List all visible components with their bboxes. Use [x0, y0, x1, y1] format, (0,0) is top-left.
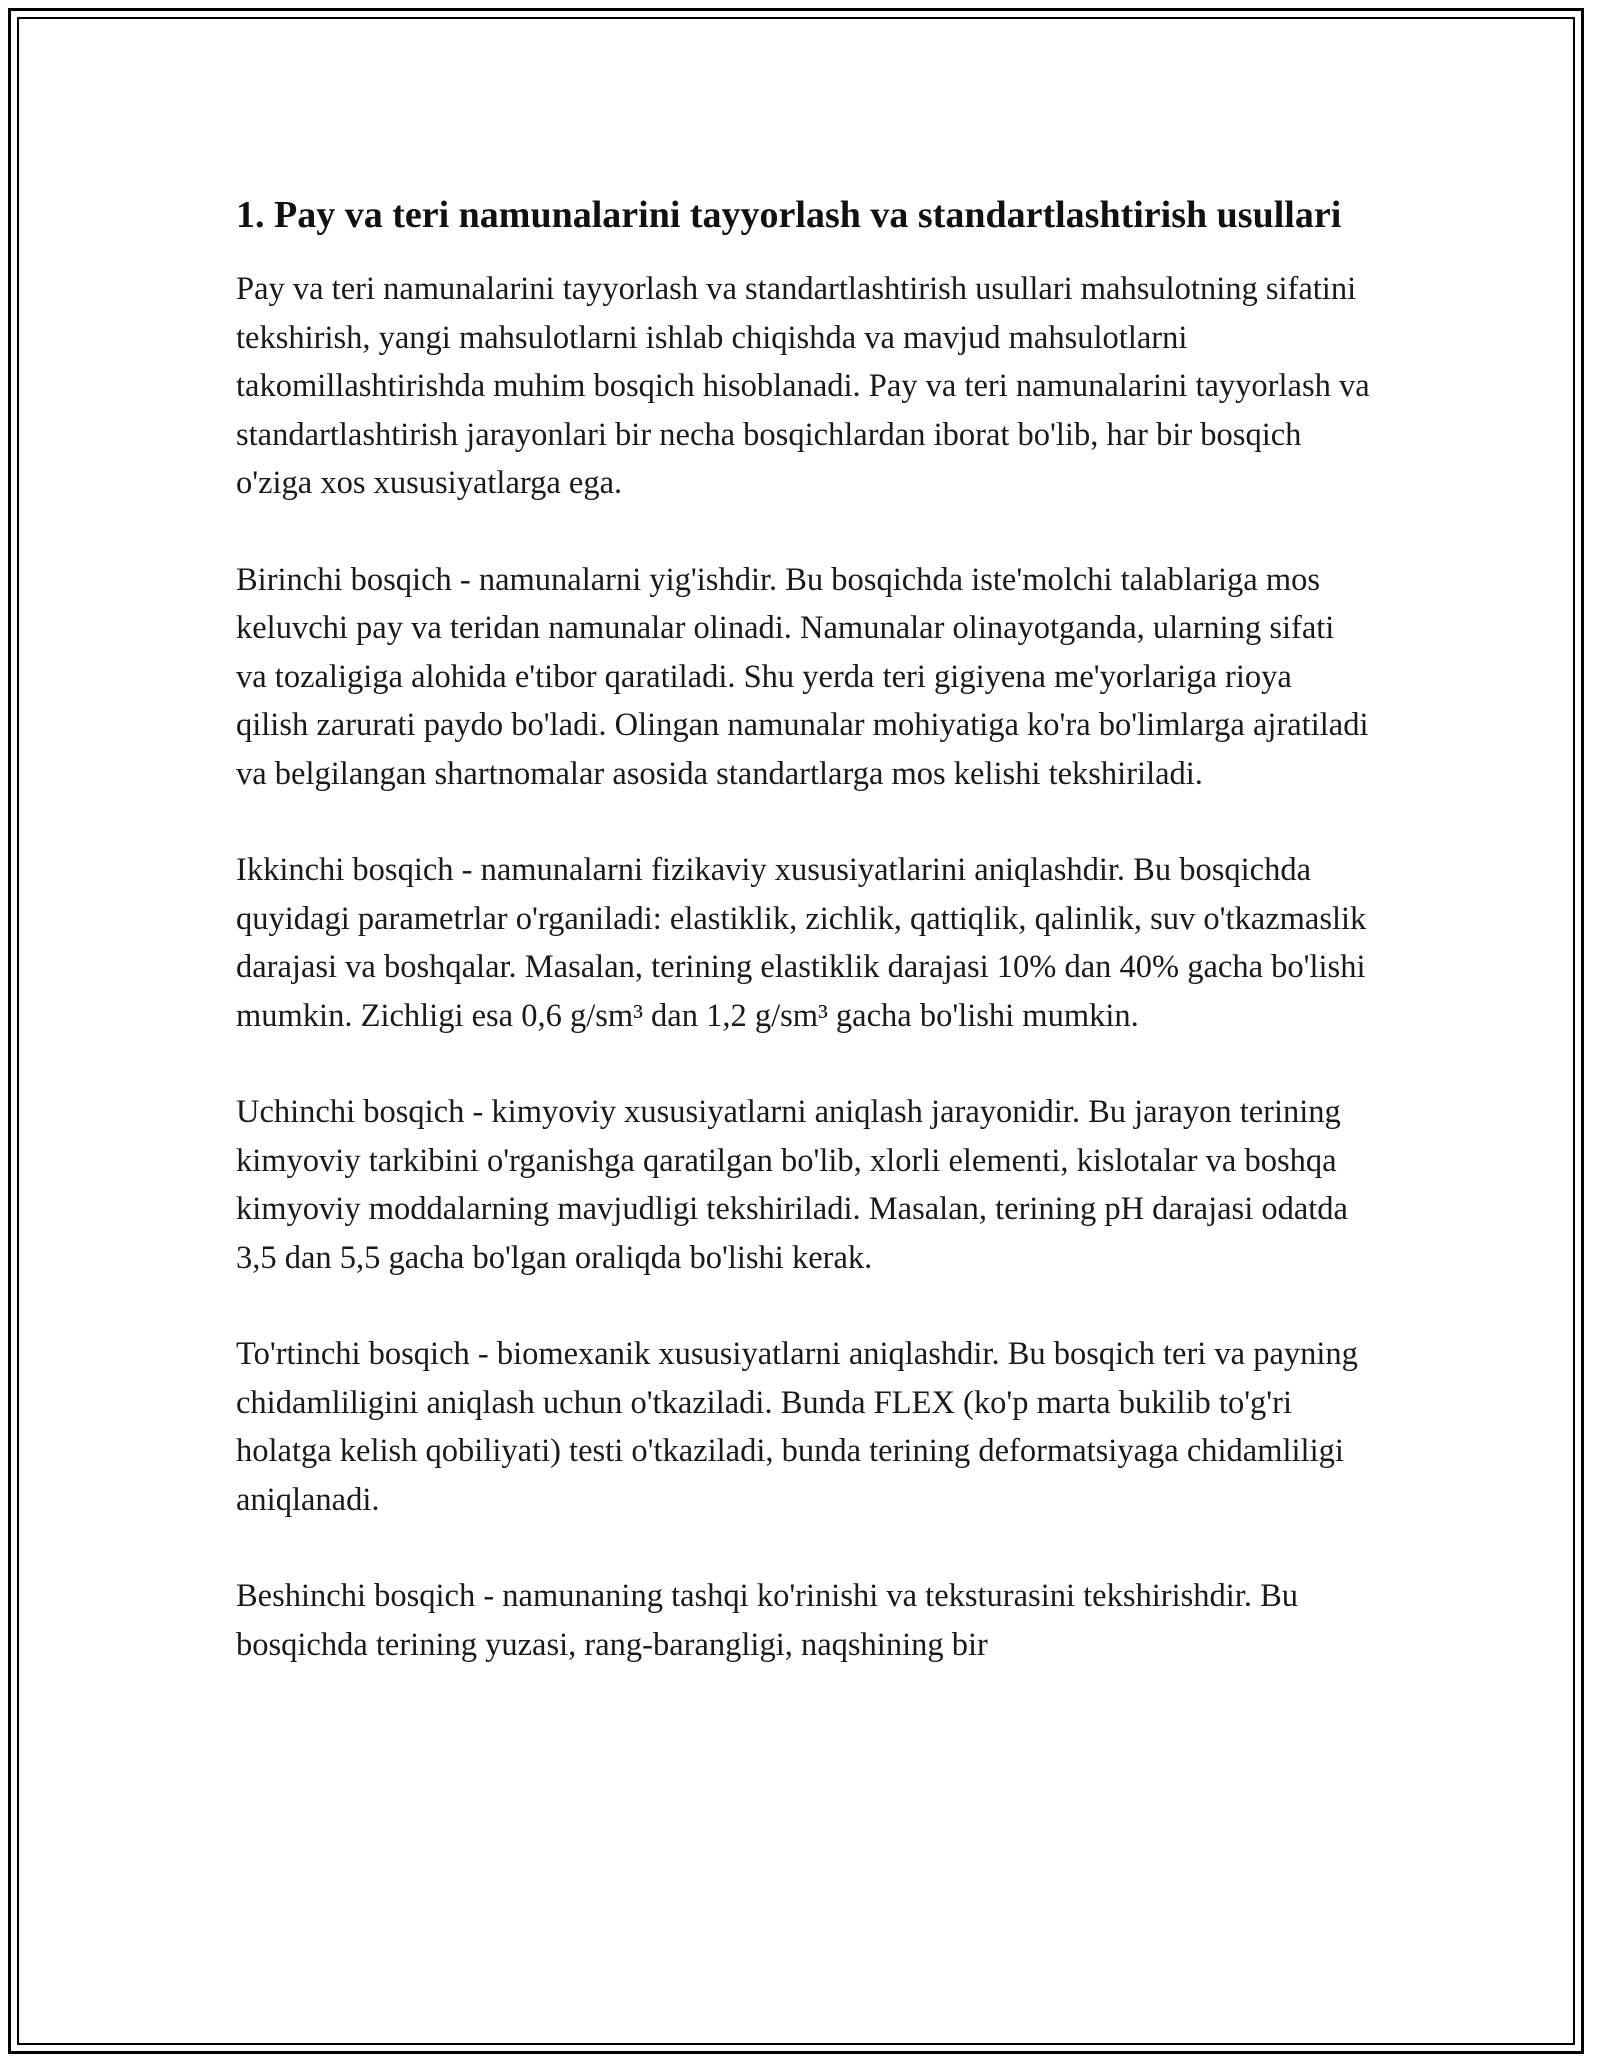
document-body [236, 188, 1370, 1717]
paragraph-stage-4: To'rtinchi bosqich - biomexanik xususiyatlarni aniqlashdir. Bu bosqich teri va payning chidamliligini aniqlash uchun o'tkaziladi. Bunda FLEX (ko'p marta bukilib to'g'ri holatga kelish qobiliyati) testi o'tkaziladi, bunda terining deformatsiyaga chidamliligi aniqlanadi. [236, 1336, 1358, 1518]
paragraph-stage-3: Uchinchi bosqich - kimyoviy xususiyatlarni aniqlash jarayonidir. Bu jarayon terining kimyoviy tarkibini o'rganishga qaratilgan bo'lib, xlorli elementi, kislotalar va boshqa kimyoviy moddalarning mavjudligi tekshiriladi. Masalan, terining pH darajasi odatda 3,5 dan 5,5 gacha bo'lgan oraliqda bo'lishi kerak. [236, 1094, 1348, 1276]
section-heading: 1. Pay va teri namunalarini tayyorlash va standartlashtirish usullari [236, 194, 1342, 236]
paragraph-stage-5: Beshinchi bosqich - namunaning tashqi ko'rinishi va teksturasini tekshirishdir. Bu bosqichda terining yuzasi, rang-barangligi, naqshining bir [236, 1578, 1298, 1663]
paragraph-intro: Pay va teri namunalarini tayyorlash va standartlashtirish usullari mahsulotning sifatini tekshirish, yangi mahsulotlarni ishlab chiqishda va mavjud mahsulotlarni takomillashtirishda muhim bosqich hisoblanadi. Pay va teri namunalarini tayyorlash va standartlashtirish jarayonlari bir necha bosqichlardan iborat bo'lib, har bir bosqich o'ziga xos xususiyatlarga ega. [236, 271, 1370, 501]
paragraph-stage-2: Ikkinchi bosqich - namunalarni fizikaviy xususiyatlarini aniqlashdir. Bu bosqichda quyidagi parametrlar o'rganiladi: elastiklik, zichlik, qattiqlik, qalinlik, suv o'tkazmaslik darajasi va boshqalar. Masalan, terining elastiklik darajasi 10% dan 40% gacha bo'lishi mumkin. Zichligi esa 0,6 g/sm³ dan 1,2 g/sm³ gacha bo'lishi mumkin. [236, 852, 1367, 1034]
paragraph-stage-1: Birinchi bosqich - namunalarni yig'ishdir. Bu bosqichda iste'molchi talablariga mos keluvchi pay va teridan namunalar olinadi. Namunalar olinayotganda, ularning sifati va tozaligiga alohida e'tibor qaratiladi. Shu yerda teri gigiyena me'yorlariga rioya qilish zarurati paydo bo'ladi. Olingan namunalar mohiyatiga ko'ra bo'limlarga ajratiladi va belgilangan shartnomalar asosida standartlarga mos kelishi tekshiriladi. [236, 561, 1369, 792]
